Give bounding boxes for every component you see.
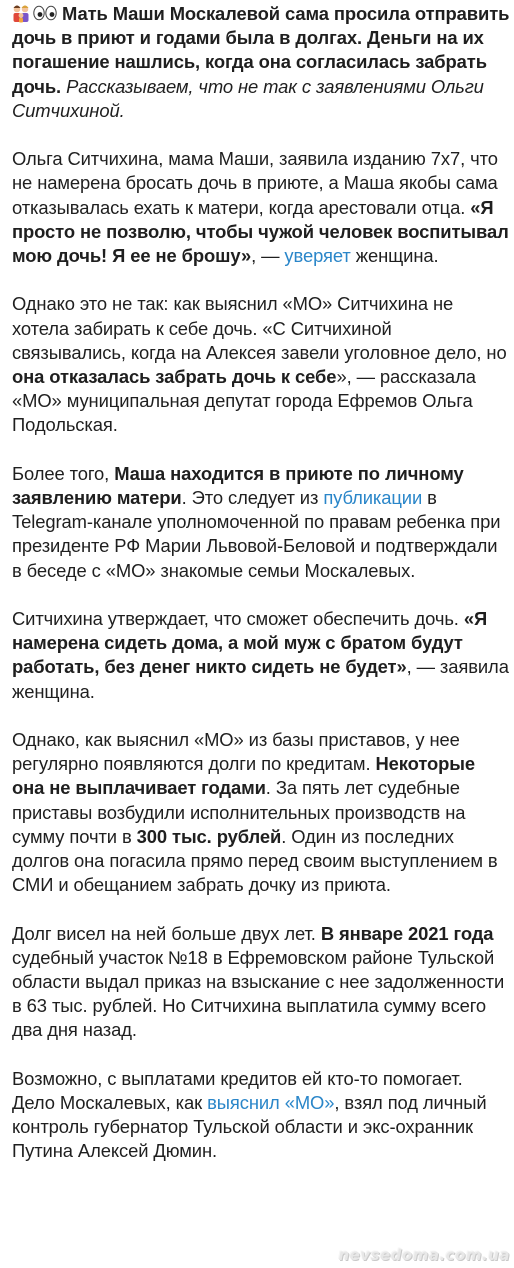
post-paragraph [12,462,510,583]
post-paragraph [12,728,510,897]
plain-text: Более того, [12,462,115,484]
plain-text: Ситчихина утверждает, что сможет обеспечить дочь. [12,608,464,630]
plain-text: , — [251,245,285,267]
plain-text: . Один из последних долгов она погасила прямо перед своим выступлением в СМИ и обещанием забрать дочку из приюта. [12,825,498,896]
italic-text: Рассказываем, что не так с заявлениями Ольги Ситчихиной. [12,75,484,121]
inline-link[interactable]: публикации [323,487,423,509]
post-paragraph [12,2,510,123]
bold-text: она отказалась забрать дочь к себе [12,366,337,388]
plain-text: судебный участок №18 в Ефремовском районе Тульской области выдал приказ на взыскание с нее задолженности в 63 тыс. рублей. Но Ситчихина выплатила сумму всего два дня назад. [12,946,505,1041]
plain-text: . За пять лет судебные приставы возбудили исполнительных производств на сумму почти в [12,777,466,847]
plain-text: Ольга Ситчихина, мама Маши, заявила изданию 7х7, что не намерена бросать дочь в приюте, а Маша якобы сама отказывалась ехать к матери, когда арестовали отца. [12,148,498,218]
family-emoji-with-eyes-icon [12,3,58,23]
bold-text: Некоторые она не выплачивает годами [12,753,476,799]
post-paragraph [12,1067,510,1164]
plain-text: женщина. [350,245,439,267]
plain-text: Однако это не так: как выяснил «МО» Ситчихина не хотела забирать к себе дочь. «С Ситчихиной связывались, когда на Алексея завели уголовное дело, но [12,293,507,363]
plain-text: . Это следует из [181,487,324,509]
inline-link[interactable]: выяснил «МО» [207,1092,335,1114]
post-paragraph [12,147,510,268]
inline-link[interactable]: уверяет [284,245,351,267]
plain-text: в Telegram-канале уполномоченной по правам ребенка при президенте РФ Марии Львовой-Беловой и подтверждали в беседе с «МО» знакомые семьи Москалевых. [12,487,501,581]
site-watermark: nevsedoma.com.ua [338,1246,510,1264]
plain-text: Возможно, с выплатами кредитов ей кто-то помогает. Дело Москалевых, как [12,1067,463,1114]
post-paragraph [12,922,510,1043]
bold-text: «Я намерена сидеть дома, а мой муж с братом будут работать, без денег никто сидеть не будет» [12,608,488,678]
post-body [12,2,510,1188]
plain-text: », — рассказала «МО» муниципальная депутат города Ефремов Ольга Подольская. [12,366,476,436]
bold-text: Маша находится в приюте по личному заявлению матери [12,462,464,509]
post-paragraph [12,607,510,704]
bold-text: «Я просто не позволю, чтобы чужой человек воспитывал мою дочь! Я ее не брошу» [12,196,509,267]
bold-text: 300 тыс. рублей [136,825,282,847]
plain-text: Однако, как выяснил «МО» из базы приставов, у нее регулярно появляются долги по кредитам. [12,729,460,775]
plain-text: , — заявила женщина. [12,656,509,702]
bold-text: В январе 2021 года [320,922,494,944]
post-paragraph [12,292,510,437]
plain-text: , взял под личный контроль губернатор Тульской области и экс-охранник Путина Алексей Дюмин. [12,1092,487,1162]
bold-text: Мать Маши Москалевой сама просила отправить дочь в приют и годами была в долгах. Деньги на их погашение нашлись, когда она согласилась забрать дочь. [12,3,510,97]
plain-text: Долг висел на ней больше двух лет. [12,922,321,944]
